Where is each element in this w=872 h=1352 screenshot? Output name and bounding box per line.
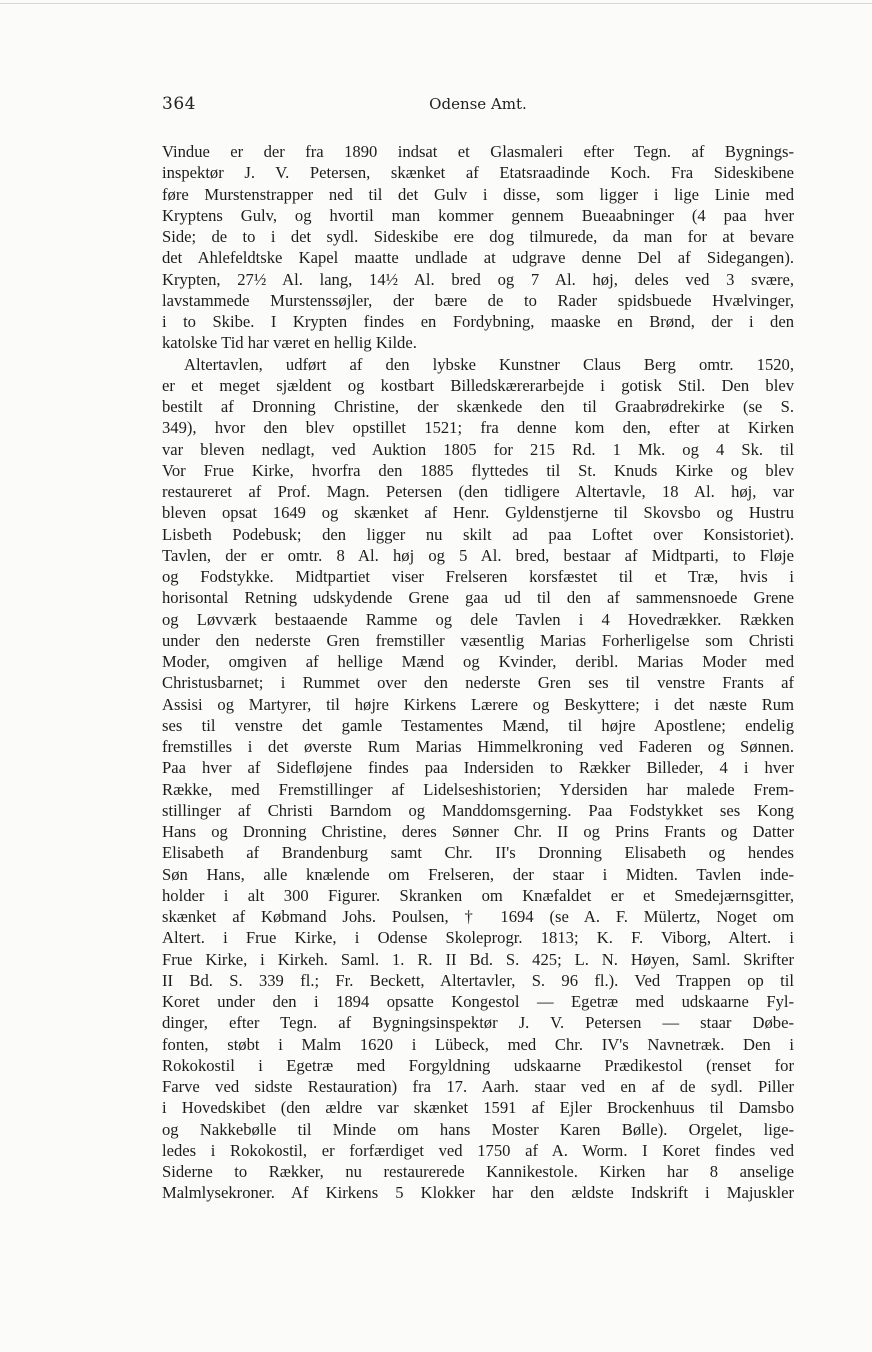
text-line: Kryptens Gulv, og hvortil man kommer gennem Bueaabninger (4 paa hver — [162, 205, 794, 225]
text-line: er et meget sjældent og kostbart Billedskærerarbejde i gotisk Stil. Den blev — [162, 375, 794, 395]
text-line: føre Murstenstrapper ned til det Gulv i disse, som ligger i lige Linie med — [162, 184, 794, 204]
text-line: under den nederste Gren fremstiller væsentlig Marias Forherligelse som Christi — [162, 630, 794, 650]
text-line: Tavlen, der er omtr. 8 Al. høj og 5 Al. bred, bestaar af Midtparti, to Fløje — [162, 545, 794, 565]
text-line: og Fodstykke. Midtpartiet viser Frelseren korsfæstet til et Træ, hvis i — [162, 567, 794, 586]
text-line: fonten, støbt i Malm 1620 i Lübeck, med Chr. IV's Navnetræk. Den i — [162, 1034, 794, 1054]
text-line: Altert. i Frue Kirke, i Odense Skoleprogr. 1813; K. F. Viborg, Altert. i — [162, 928, 794, 948]
text-line: Farve ved sidste Restauration) fra 17. Aarh. staar ved en af de sydl. Piller — [162, 1077, 794, 1096]
text-line: bestilt af Dronning Christine, der skænkede den til Graabrødrekirke (se S. — [162, 397, 794, 416]
page-number: 364 — [162, 94, 196, 114]
text-line: Krypten, 27½ Al. lang, 14½ Al. bred og 7 Al. høj, deles ved 3 svære, — [162, 269, 794, 289]
text-line: Hans og Dronning Christine, deres Sønner Chr. II og Prins Frants og Datter — [162, 822, 794, 841]
text-line: Række, med Fremstillinger af Lidelseshistorien; Ydersiden har malede Frem- — [162, 779, 794, 799]
text-line: Siderne to Rækker, nu restaurerede Kannikestole. Kirken har 8 anselige — [162, 1162, 794, 1181]
text-line: katolske Tid har været en hellig Kilde. — [162, 333, 417, 353]
text-line: og Nakkebølle til Minde om hans Moster Karen Bølle). Orgelet, lige- — [162, 1119, 794, 1139]
text-line: Rokokostil i Egetræ med Forgyldning udskaarne Prædikestol (renset for — [162, 1055, 794, 1075]
text-line: Elisabeth af Brandenburg samt Chr. II's Dronning Elisabeth og hendes — [162, 843, 794, 863]
text-line: dinger, efter Tegn. af Bygningsinspektør J. V. Petersen — staar Døbe- — [162, 1013, 794, 1033]
text-line: Søn Hans, alle knælende om Frelseren, der staar i Midten. Tavlen inde- — [162, 864, 794, 884]
text-line: Altertavlen, udført af den lybske Kunstner Claus Berg omtr. 1520, — [184, 354, 794, 374]
text-line: Side; de to i det sydl. Sideskibe ere dog tilmurede, da man for at bevare — [162, 227, 794, 246]
scan-edge-line — [0, 3, 872, 4]
text-line: holder i alt 300 Figurer. Skranken om Knæfaldet er et Smedejærnsgitter, — [162, 885, 794, 905]
text-line: i Hovedskibet (den ældre var skænket 1591 af Ejler Brockenhuus til Damsbo — [162, 1098, 794, 1118]
text-line: Malmlysekroner. Af Kirkens 5 Klokker har den ældste Indskrift i Majuskler — [162, 1183, 794, 1203]
text-line: fremstilles i det øverste Rum Marias Himmelkroning ved Faderen og Sønnen. — [162, 737, 794, 756]
text-line: Lisbeth Podebusk; den ligger nu skilt ad paa Loftet over Konsistoriet). — [162, 524, 794, 544]
text-line: skænket af Købmand Johs. Poulsen, † 1694 (se A. F. Mülertz, Noget om — [162, 907, 794, 926]
text-line: inspektør J. V. Petersen, skænket af Etatsraadinde Koch. Fra Sideskibene — [162, 163, 794, 183]
text-line: Assisi og Martyrer, til højre Kirkens Lærere og Beskyttere; i det næste Rum — [162, 694, 794, 714]
text-line: og Løvværk bestaaende Ramme og dele Tavlen i 4 Hovedrækker. Rækken — [162, 609, 794, 629]
text-line: horisontal Retning udskydende Grene gaa ud til den af sammensnoede Grene — [162, 588, 794, 608]
running-head: Odense Amt. — [429, 95, 527, 113]
text-line: Koret under den i 1894 opsatte Kongestol — Egetræ med udskaarne Fyl- — [162, 992, 794, 1011]
text-line: 349), hvor den blev opstillet 1521; fra denne kom den, efter at Kirken — [162, 418, 794, 438]
text-line: i to Skibe. I Krypten findes en Fordybning, maaske en Brønd, der i den — [162, 312, 794, 331]
text-line: det Ahlefeldtske Kapel maatte undlade at udgrave denne Del af Sidegangen). — [162, 248, 794, 268]
text-line: Christusbarnet; i Rummet over den nederste Gren ses til venstre Frants af — [162, 673, 794, 693]
text-line: stillinger af Christi Barndom og Manddomsgerning. Paa Fodstykket ses Kong — [162, 800, 794, 820]
body-text — [162, 141, 794, 1204]
text-line: Moder, omgiven af hellige Mænd og Kvinder, deribl. Marias Moder med — [162, 652, 794, 671]
page-header — [162, 94, 794, 118]
text-line: Vindue er der fra 1890 indsat et Glasmaleri efter Tegn. af Bygnings- — [162, 142, 794, 161]
text-line: lavstammede Murstenssøjler, der bære de to Rader spidsbuede Hvælvinger, — [162, 290, 794, 310]
text-line: Vor Frue Kirke, hvorfra den 1885 flyttedes til St. Knuds Kirke og blev — [162, 460, 794, 480]
text-line: ledes i Rokokostil, er forfærdiget ved 1750 af A. Worm. I Koret findes ved — [162, 1140, 794, 1160]
text-line: restaureret af Prof. Magn. Petersen (den tidligere Altertavle, 18 Al. høj, var — [162, 482, 794, 501]
text-line: Paa hver af Sidefløjene findes paa Indersiden to Rækker Billeder, 4 i hver — [162, 758, 794, 778]
text-line: ses til venstre det gamle Testamentes Mænd, til højre Apostlene; endelig — [162, 715, 794, 735]
text-line: Frue Kirke, i Kirkeh. Saml. 1. R. II Bd. S. 425; L. N. Høyen, Saml. Skrifter — [162, 949, 794, 969]
text-line: bleven opsat 1649 og skænket af Henr. Gyldenstjerne til Skovsbo og Hustru — [162, 503, 794, 523]
text-line: var bleven nedlagt, ved Auktion 1805 for 215 Rd. 1 Mk. og 4 Sk. til — [162, 439, 794, 459]
text-line: II Bd. S. 339 fl.; Fr. Beckett, Altertavler, S. 96 fl.). Ved Trappen op til — [162, 970, 794, 990]
